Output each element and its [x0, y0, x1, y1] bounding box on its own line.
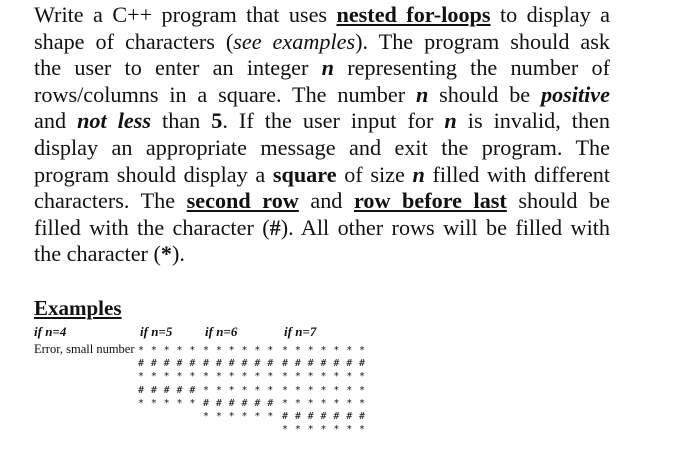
error-message-example: Error, small number [34, 342, 135, 356]
label-n4: if n=4 [34, 324, 67, 339]
line-5: and not less than 5. If the user input for n is invalid, then [34, 108, 611, 134]
square-n5: * * * * * # # # # # * * * * * # # # # # * * * * * [138, 345, 196, 409]
line-4: rows/columns in a square. The number n should be positive [34, 81, 610, 107]
label-n6: if n=6 [205, 324, 238, 339]
line-9: filled with the character (#). All other rows will be filled with [34, 214, 610, 240]
square-n6: * * * * * * # # # # # # * * * * * * * * * * * * # # # # # # * * * * * * [203, 345, 274, 423]
label-n7: if n=7 [284, 324, 317, 339]
line-1: Write a C++ program that uses nested for-loops to display a [34, 2, 611, 27]
line-10: the character (*). [34, 241, 185, 267]
square-n7: * * * * * * * # # # # # # # * * * * * * * * * * * * * * * * * * * * * # # # # # # # * * * * * * * [282, 345, 366, 436]
line-6: display an appropriate message and exit the program. The [34, 134, 610, 160]
label-n5: if n=5 [140, 324, 173, 339]
line-7: program should display a square of size n filled with different [34, 161, 611, 187]
line-8: characters. The second row and row before last should be [34, 188, 610, 214]
examples-heading: Examples [34, 296, 122, 320]
line-2: shape of characters (see examples). The program should ask [34, 28, 610, 54]
problem-statement [34, 2, 610, 268]
nested-for-loops-term: nested for-loops [336, 2, 491, 27]
line-3: the user to enter an integer n representing the number of [34, 55, 611, 81]
